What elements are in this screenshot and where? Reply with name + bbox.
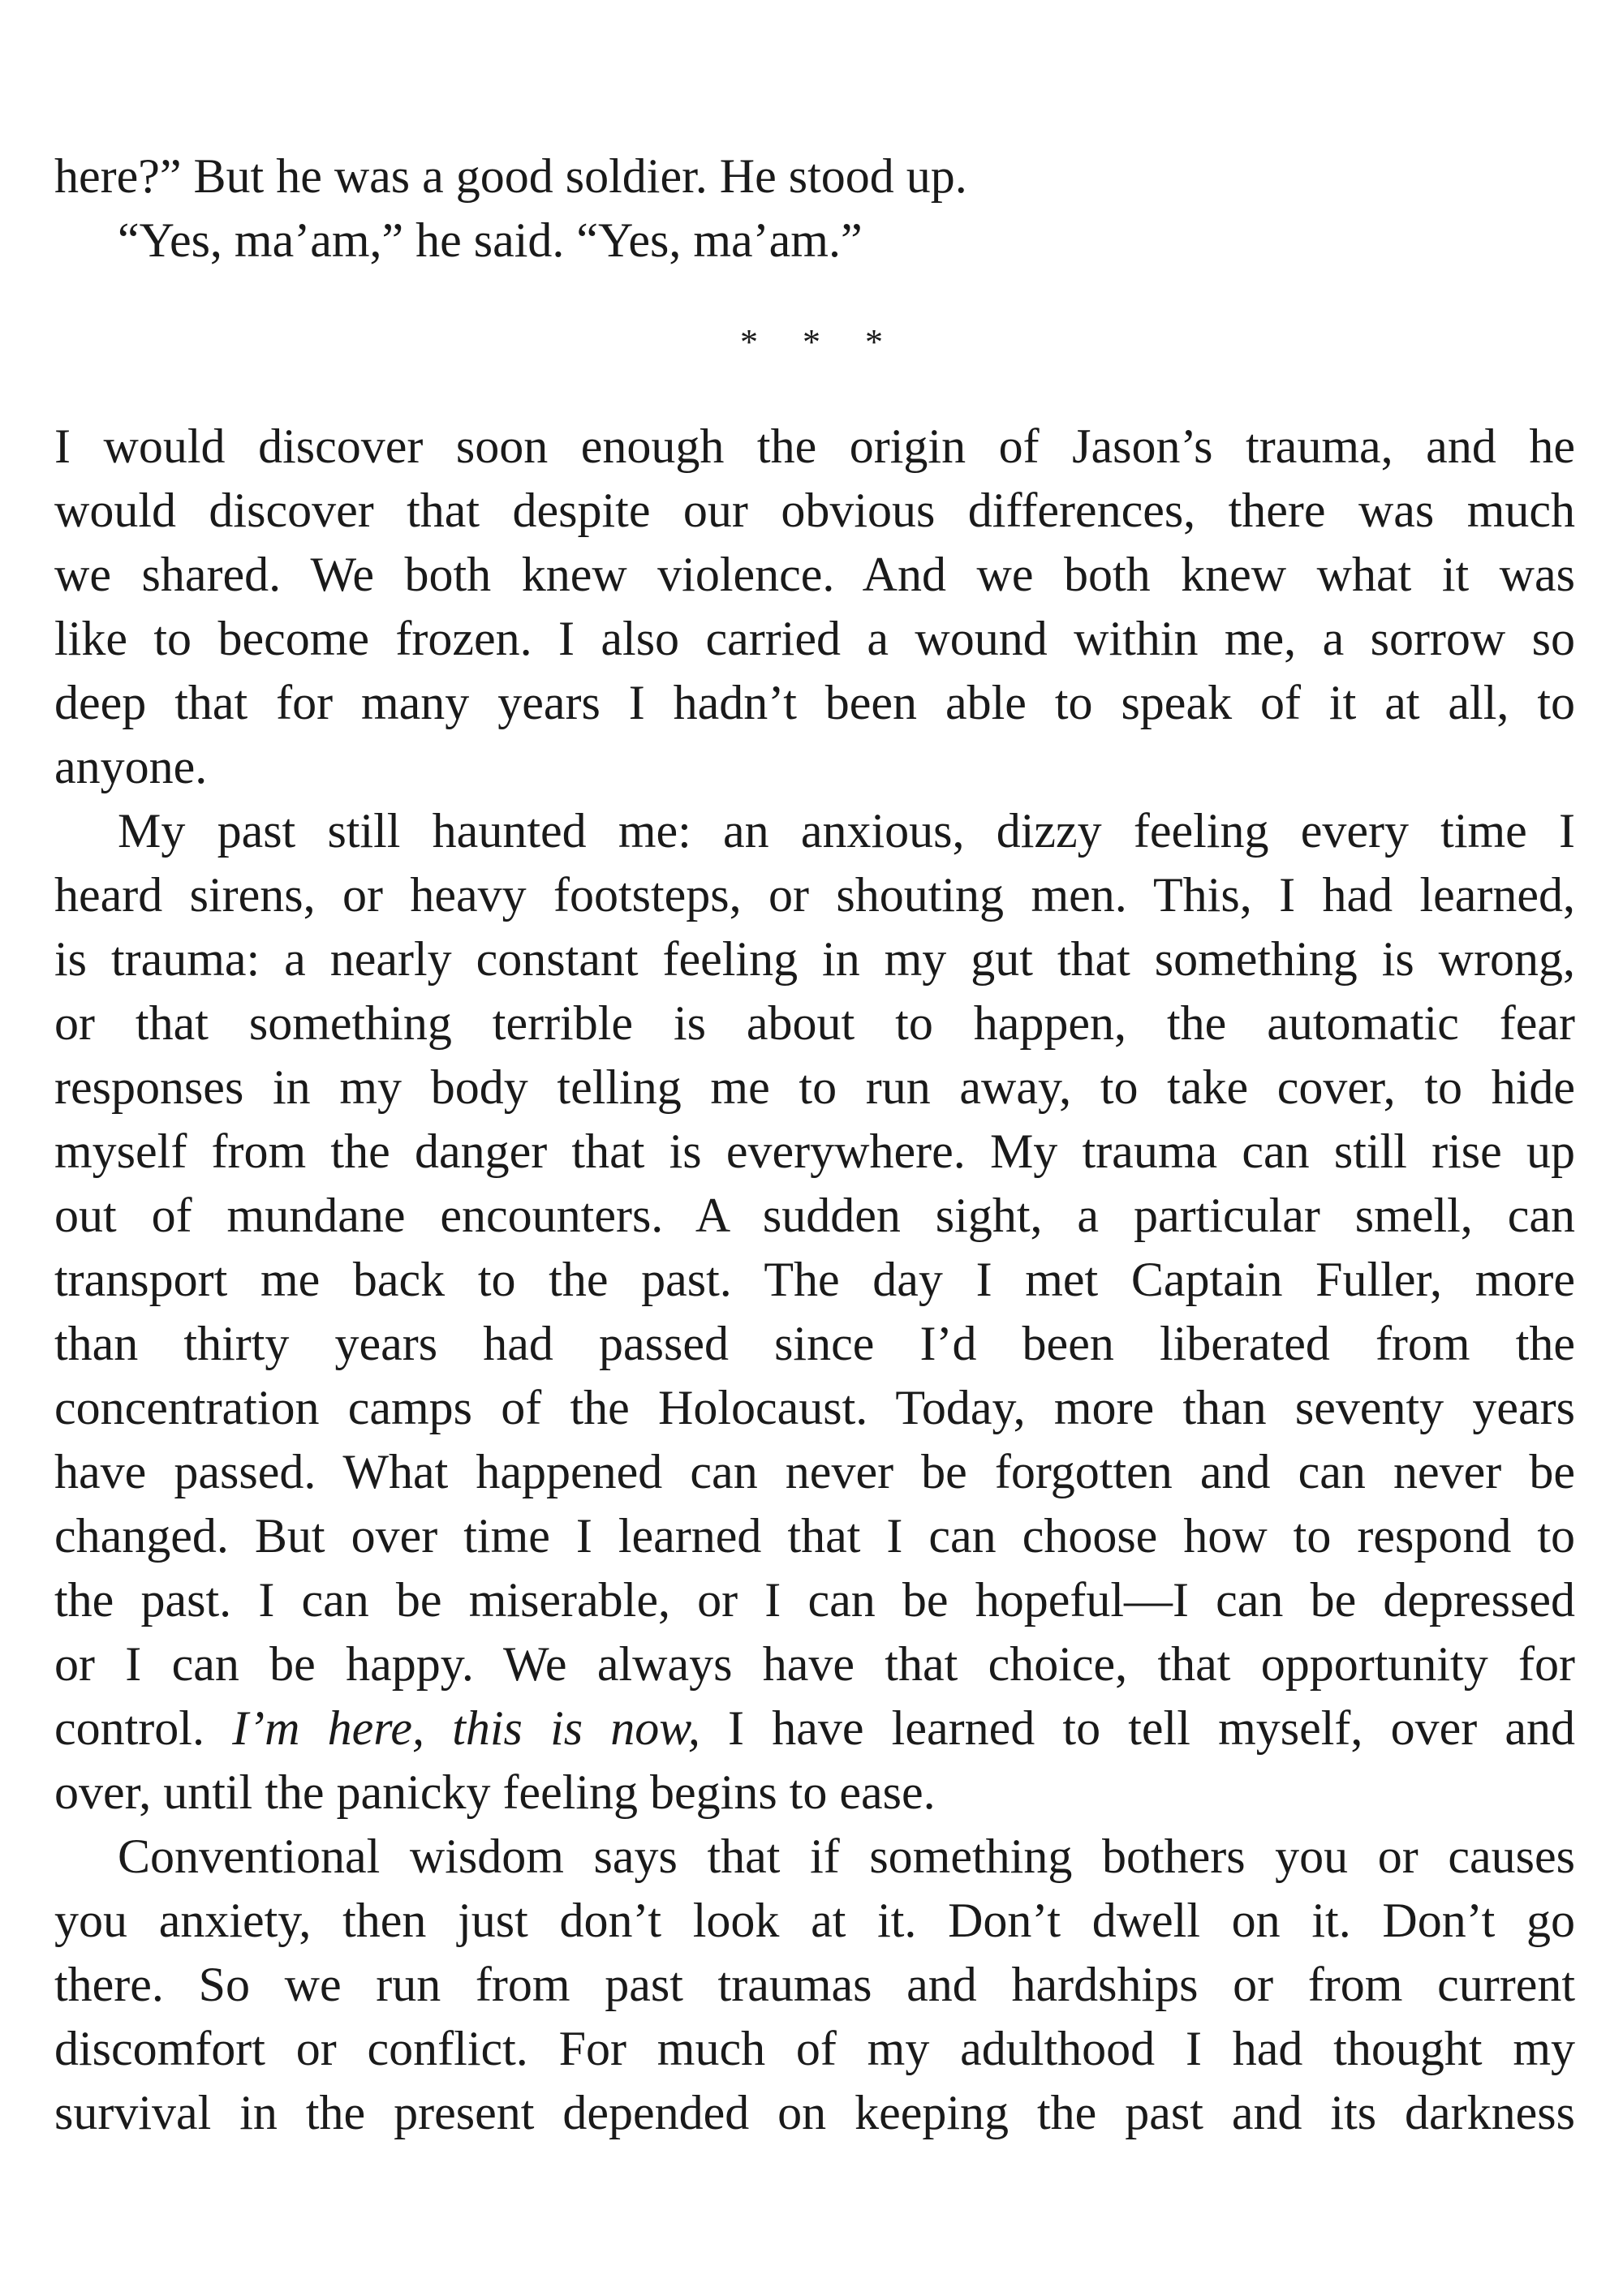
text-line: we shared. We both knew violence. And we both knew what it was [54,548,1575,601]
text-line: or that something terrible is about to happen, the automatic fear [54,996,1575,1050]
text-line: transport me back to the past. The day I met Captain Fuller, more [54,1253,1575,1306]
text-line-with-italic [54,1696,1575,1761]
text-line: I would discover soon enough the origin of Jason’s trauma, and he [54,419,1575,473]
text-line: survival in the present depended on keeping the past and its darkness [54,2086,1575,2139]
text-span: control. [54,1701,233,1755]
text-line: responses in my body telling me to run away, to take cover, to hide [54,1060,1575,1114]
text-line: over, until the panicky feeling begins to ease. [54,1765,936,1819]
text-line: the past. I can be miserable, or I can be hopeful—I can be depressed [54,1573,1575,1627]
text-line: here?” But he was a good soldier. He stood up. [54,149,967,203]
text-line: there. So we run from past traumas and hardships or from current [54,1958,1575,2011]
text-line: you anxiety, then just don’t look at it. Don’t dwell on it. Don’t go [54,1894,1575,1947]
text-line: anyone. [54,740,208,793]
text-line: changed. But over time I learned that I can choose how to respond to [54,1509,1575,1563]
text-line: heard sirens, or heavy footsteps, or shouting men. This, I had learned, [54,868,1575,922]
scene-break-asterisks: * * * [740,322,901,362]
text-line: “Yes, ma’am,” he said. “Yes, ma’am.” [118,213,863,267]
text-line: concentration camps of the Holocaust. Today, more than seventy years [54,1381,1575,1434]
text-line: Conventional wisdom says that if something bothers you or causes [118,1829,1575,1883]
italic-phrase: I’m here, this is now, [232,1701,700,1755]
text-line: like to become frozen. I also carried a wound within me, a sorrow so [54,612,1575,665]
text-line: or I can be happy. We always have that choice, that opportunity for [54,1637,1575,1691]
text-line: deep that for many years I hadn’t been able to speak of it at all, to [54,676,1575,729]
text-span: I have learned to tell myself, over and [700,1701,1575,1755]
text-line: have passed. What happened can never be forgotten and can never be [54,1445,1575,1498]
text-line: myself from the danger that is everywhere. My trauma can still rise up [54,1124,1575,1178]
text-line: than thirty years had passed since I’d been liberated from the [54,1317,1575,1370]
text-line: out of mundane encounters. A sudden sight, a particular smell, can [54,1189,1575,1242]
text-line: discomfort or conflict. For much of my adulthood I had thought my [54,2022,1575,2075]
text-line: My past still haunted me: an anxious, dizzy feeling every time I [118,804,1575,858]
text-line: is trauma: a nearly constant feeling in my gut that something is wrong, [54,932,1575,986]
text-line: would discover that despite our obvious differences, there was much [54,484,1575,537]
